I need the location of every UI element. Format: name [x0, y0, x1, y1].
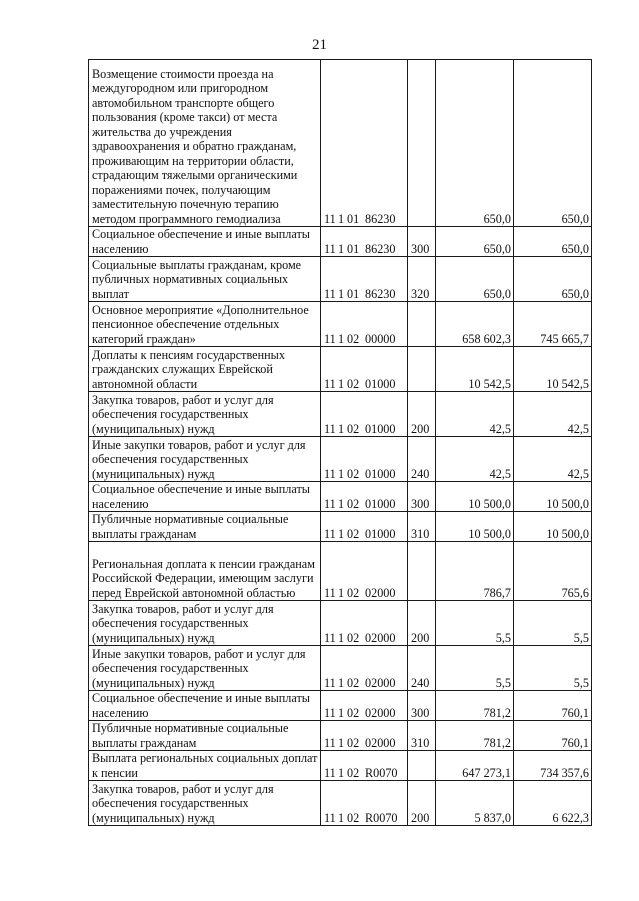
- code-segment: 11: [324, 211, 336, 226]
- amount-year-2-cell: 10 542,5: [514, 347, 592, 392]
- code-segment: 11: [324, 765, 336, 780]
- expense-type-cell: 320: [408, 257, 436, 302]
- table-row: [89, 302, 592, 347]
- expense-type-cell: 240: [408, 437, 436, 482]
- amount-year-1-cell: 10 542,5: [436, 347, 514, 392]
- amount-year-1-cell: 781,2: [436, 721, 514, 751]
- amount-year-2-cell: 10 500,0: [514, 512, 592, 542]
- table-row: [89, 512, 592, 542]
- amount-year-1-cell: 650,0: [436, 257, 514, 302]
- expense-name-cell: Закупка товаров, работ и услуг для обеспечения государственных (муниципальных) нужд: [89, 601, 321, 646]
- expense-name-cell: Возмещение стоимости проезда на междугородном или пригородном автомобильном транспорте общего пользования (кроме такси) от места жительства до учреждения здравоохранения и обратно гражданам, проживающим на территории области, страдающим тяжелыми органическими поражениями почек, получающим заместительную почечную терапию методом программного гемодиализа: [89, 60, 321, 227]
- target-article-code-cell: [321, 601, 408, 646]
- code-segment: 02: [347, 675, 360, 690]
- amount-year-1-cell: 658 602,3: [436, 302, 514, 347]
- code-segment: 11: [324, 630, 336, 645]
- code-segment: 02000: [365, 630, 396, 645]
- table-row: [89, 60, 592, 227]
- code-segment: 02: [347, 705, 360, 720]
- table-row: [89, 392, 592, 437]
- code-segment: 01000: [365, 496, 396, 511]
- amount-year-2-cell: 765,6: [514, 542, 592, 601]
- expense-type-cell: [408, 347, 436, 392]
- expense-type-cell: [408, 542, 436, 601]
- expense-type-cell: [408, 302, 436, 347]
- amount-year-1-cell: 786,7: [436, 542, 514, 601]
- table-row: [89, 646, 592, 691]
- code-segment: 11: [324, 286, 336, 301]
- expense-name-cell: Социальное обеспечение и иные выплаты населению: [89, 227, 321, 257]
- code-segment: 11: [324, 331, 336, 346]
- table-row: [89, 227, 592, 257]
- table-row: [89, 257, 592, 302]
- expense-name-cell: Иные закупки товаров, работ и услуг для обеспечения государственных (муниципальных) нужд: [89, 437, 321, 482]
- amount-year-2-cell: 760,1: [514, 721, 592, 751]
- expense-type-cell: 200: [408, 601, 436, 646]
- expense-type-cell: 300: [408, 227, 436, 257]
- table-row: [89, 542, 592, 601]
- page-number: 21: [312, 37, 327, 53]
- code-segment: 02: [347, 526, 360, 541]
- target-article-code-cell: [321, 227, 408, 257]
- code-segment: 1: [338, 241, 345, 256]
- table-row: [89, 437, 592, 482]
- expense-type-cell: 200: [408, 392, 436, 437]
- code-segment: 02: [347, 630, 360, 645]
- amount-year-1-cell: 5,5: [436, 646, 514, 691]
- code-segment: 11: [324, 241, 336, 256]
- code-segment: 1: [338, 585, 345, 600]
- expense-type-cell: 200: [408, 781, 436, 826]
- expense-name-cell: Закупка товаров, работ и услуг для обеспечения государственных (муниципальных) нужд: [89, 392, 321, 437]
- code-segment: 11: [324, 810, 336, 825]
- amount-year-2-cell: 650,0: [514, 227, 592, 257]
- code-segment: 1: [338, 421, 345, 436]
- code-segment: 1: [338, 630, 345, 645]
- code-segment: 02: [347, 376, 360, 391]
- amount-year-1-cell: 650,0: [436, 60, 514, 227]
- code-segment: 1: [338, 765, 345, 780]
- expense-type-cell: 300: [408, 482, 436, 512]
- code-segment: 1: [338, 675, 345, 690]
- code-segment: 1: [338, 496, 345, 511]
- expense-type-cell: 300: [408, 691, 436, 721]
- target-article-code-cell: [321, 257, 408, 302]
- code-segment: 11: [324, 376, 336, 391]
- code-segment: 86230: [365, 211, 396, 226]
- code-segment: 02000: [365, 705, 396, 720]
- target-article-code-cell: [321, 781, 408, 826]
- code-segment: 01000: [365, 376, 396, 391]
- target-article-code-cell: [321, 691, 408, 721]
- target-article-code-cell: [321, 60, 408, 227]
- table-row: [89, 691, 592, 721]
- amount-year-2-cell: 5,5: [514, 646, 592, 691]
- table-row: [89, 751, 592, 781]
- expense-name-cell: Социальные выплаты гражданам, кроме публичных нормативных социальных выплат: [89, 257, 321, 302]
- target-article-code-cell: [321, 751, 408, 781]
- code-segment: 1: [338, 331, 345, 346]
- amount-year-2-cell: 734 357,6: [514, 751, 592, 781]
- expense-type-cell: [408, 60, 436, 227]
- code-segment: 02: [347, 421, 360, 436]
- code-segment: 02: [347, 585, 360, 600]
- code-segment: 02000: [365, 585, 396, 600]
- table-row: [89, 482, 592, 512]
- code-segment: 1: [338, 705, 345, 720]
- code-segment: 02000: [365, 675, 396, 690]
- expense-name-cell: Иные закупки товаров, работ и услуг для обеспечения государственных (муниципальных) нужд: [89, 646, 321, 691]
- expense-type-cell: 240: [408, 646, 436, 691]
- target-article-code-cell: [321, 512, 408, 542]
- code-segment: 02000: [365, 735, 396, 750]
- target-article-code-cell: [321, 482, 408, 512]
- code-segment: 11: [324, 421, 336, 436]
- expense-name-cell: Выплата региональных социальных доплат к пенсии: [89, 751, 321, 781]
- expense-name-cell: Закупка товаров, работ и услуг для обеспечения государственных (муниципальных) нужд: [89, 781, 321, 826]
- amount-year-1-cell: 10 500,0: [436, 512, 514, 542]
- amount-year-2-cell: 745 665,7: [514, 302, 592, 347]
- budget-table-body: [89, 60, 592, 826]
- amount-year-1-cell: 10 500,0: [436, 482, 514, 512]
- amount-year-2-cell: 650,0: [514, 257, 592, 302]
- expense-type-cell: 310: [408, 512, 436, 542]
- code-segment: 00000: [365, 331, 396, 346]
- code-segment: 02: [347, 496, 360, 511]
- target-article-code-cell: [321, 721, 408, 751]
- expense-type-cell: 310: [408, 721, 436, 751]
- amount-year-1-cell: 781,2: [436, 691, 514, 721]
- code-segment: 02: [347, 765, 360, 780]
- expense-type-cell: [408, 751, 436, 781]
- amount-year-2-cell: 760,1: [514, 691, 592, 721]
- amount-year-2-cell: 42,5: [514, 437, 592, 482]
- code-segment: 1: [338, 286, 345, 301]
- target-article-code-cell: [321, 542, 408, 601]
- target-article-code-cell: [321, 437, 408, 482]
- expense-name-cell: Региональная доплата к пенсии гражданам Российской Федерации, имеющим заслуги перед Еврейской автономной областью: [89, 542, 321, 601]
- code-segment: 01000: [365, 421, 396, 436]
- code-segment: 01: [347, 241, 360, 256]
- code-segment: 11: [324, 585, 336, 600]
- expense-name-cell: Доплаты к пенсиям государственных гражданских служащих Еврейской автономной области: [89, 347, 321, 392]
- code-segment: R0070: [365, 765, 398, 780]
- code-segment: 86230: [365, 286, 396, 301]
- code-segment: 02: [347, 810, 360, 825]
- amount-year-2-cell: 5,5: [514, 601, 592, 646]
- code-segment: 01000: [365, 466, 396, 481]
- amount-year-2-cell: 650,0: [514, 60, 592, 227]
- target-article-code-cell: [321, 646, 408, 691]
- table-row: [89, 721, 592, 751]
- amount-year-1-cell: 650,0: [436, 227, 514, 257]
- expense-name-cell: Социальное обеспечение и иные выплаты населению: [89, 691, 321, 721]
- code-segment: 01: [347, 211, 360, 226]
- code-segment: 1: [338, 810, 345, 825]
- target-article-code-cell: [321, 392, 408, 437]
- code-segment: 1: [338, 735, 345, 750]
- amount-year-1-cell: 5,5: [436, 601, 514, 646]
- table-row: [89, 347, 592, 392]
- amount-year-2-cell: 42,5: [514, 392, 592, 437]
- code-segment: 11: [324, 705, 336, 720]
- code-segment: 11: [324, 466, 336, 481]
- amount-year-2-cell: 6 622,3: [514, 781, 592, 826]
- code-segment: 1: [338, 211, 345, 226]
- expense-name-cell: Основное мероприятие «Дополнительное пенсионное обеспечение отдельных категорий граждан»: [89, 302, 321, 347]
- target-article-code-cell: [321, 347, 408, 392]
- amount-year-1-cell: 42,5: [436, 437, 514, 482]
- expense-name-cell: Социальное обеспечение и иные выплаты населению: [89, 482, 321, 512]
- expense-name-cell: Публичные нормативные социальные выплаты гражданам: [89, 512, 321, 542]
- code-segment: 11: [324, 526, 336, 541]
- target-article-code-cell: [321, 302, 408, 347]
- code-segment: 1: [338, 526, 345, 541]
- code-segment: 11: [324, 735, 336, 750]
- code-segment: 02: [347, 331, 360, 346]
- amount-year-2-cell: 10 500,0: [514, 482, 592, 512]
- code-segment: 01000: [365, 526, 396, 541]
- table-row: [89, 781, 592, 826]
- table-row: [89, 601, 592, 646]
- expense-name-cell: Публичные нормативные социальные выплаты гражданам: [89, 721, 321, 751]
- code-segment: 11: [324, 496, 336, 511]
- amount-year-1-cell: 647 273,1: [436, 751, 514, 781]
- code-segment: 02: [347, 466, 360, 481]
- code-segment: 86230: [365, 241, 396, 256]
- amount-year-1-cell: 42,5: [436, 392, 514, 437]
- code-segment: 11: [324, 675, 336, 690]
- code-segment: 1: [338, 376, 345, 391]
- code-segment: 02: [347, 735, 360, 750]
- code-segment: 1: [338, 466, 345, 481]
- budget-table: [88, 59, 592, 826]
- amount-year-1-cell: 5 837,0: [436, 781, 514, 826]
- code-segment: 01: [347, 286, 360, 301]
- code-segment: R0070: [365, 810, 398, 825]
